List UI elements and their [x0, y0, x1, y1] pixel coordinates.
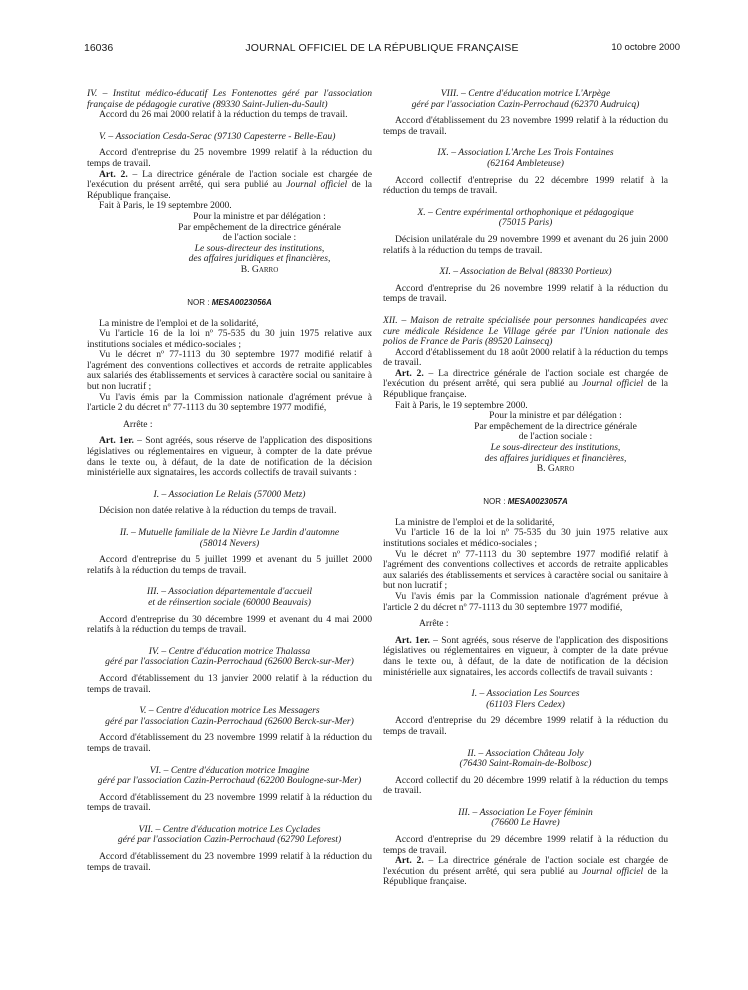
issue-date: 10 octobre 2000 [611, 42, 680, 53]
section-title: (76430 Saint-Romain-de-Bolbosc) [459, 758, 592, 770]
signing-place-date: Fait à Paris, le 19 septembre 2000. [99, 200, 232, 212]
article-label: Art. 1er. [395, 634, 430, 646]
preamble-line: Vu le décret nº 77-1113 du 30 septembre 1977 modifié relatif à l'agrément des conventions collectives et accords de retraite applicables aux salariés des établissements et services à caractère social ou sanitaire à but non lucratif ; [87, 349, 372, 393]
preamble-line: Vu l'avis émis par la Commission nationale d'agrément prévue à l'article 2 du décret nº 77-1113 du 30 septembre 1977 modifié, [383, 590, 668, 613]
article-2: Art. 2. – La directrice générale de l'action sociale est chargée de l'exécution du présent arrêté, qui sera publié au Journal officiel de la République française. [383, 855, 668, 888]
section-title: et de réinsertion sociale (60000 Beauvais) [148, 596, 311, 608]
section-title: (61103 Flers Cedex) [486, 698, 565, 710]
article-2: Art. 2. – La directrice générale de l'action sociale est chargée de l'exécution du présent arrêté, qui sera publié au Journal officiel de la République française. [383, 367, 668, 401]
section-text: Accord collectif du 20 décembre 1999 relatif à la réduction du temps de travail. [383, 774, 668, 797]
section-title: IV. – Centre d'éducation motrice Thalassa [148, 645, 311, 657]
section-title: (58014 Nevers) [199, 537, 260, 549]
article-1: Art. 1er. – Sont agréés, sous réserve de l'application des dispositions législatives ou réglementaires en vigueur, à compter de la date prévue dans le texte ou, à défaut, de la date de notification de la décision ministérielle aux signataires, les accords collectifs de travail suivants : [383, 634, 668, 678]
section-title: V. – Centre d'éducation motrice Les Messagers [139, 705, 320, 717]
section-text: Accord collectif d'entreprise du 22 décembre 1999 relatif à la réduction du temps de travail. [383, 174, 668, 197]
section-title: IX. – Association L'Arche Les Trois Fontaines [437, 147, 614, 159]
article-label: Art. 1er. [99, 435, 134, 447]
section-title: VIII. – Centre d'éducation motrice L'Arpège [440, 88, 611, 99]
section-text: Accord d'entreprise du 29 décembre 1999 relatif à la réduction du temps de travail. [383, 715, 668, 737]
signing-place-date: Fait à Paris, le 19 septembre 2000. [395, 399, 528, 411]
article-1: Art. 1er. – Sont agréés, sous réserve de l'application des dispositions législatives ou réglementaires en vigueur, à compter de la date prévue dans le texte ou, à défaut, de la date de notification de la décision ministérielle aux signataires, les accords collectifs de travail suivants : [87, 435, 372, 479]
arrete-heading: Arrête : [419, 618, 449, 630]
nor-reference: NOR : MESA0023056A [187, 297, 272, 307]
section-title: XI. – Association de Belval (88330 Portieux) [439, 266, 612, 278]
arrete-heading: Arrête : [123, 418, 153, 430]
section-text: Accord d'établissement du 23 novembre 1999 relatif à la réduction du temps de travail. [87, 791, 372, 814]
section-title: (62164 Ambleteuse) [487, 157, 564, 169]
right-column [383, 89, 668, 888]
article-label: Art. 2. [395, 855, 424, 867]
section-text: Accord d'établissement du 23 novembre 1999 relatif à la réduction du temps de travail. [87, 851, 372, 873]
section-text: Accord d'entreprise du 29 décembre 1999 relatif à la réduction du temps de travail. [383, 834, 668, 856]
section-title: V. – Association Cesda-Serac (97130 Capesterre - Belle-Eau) [99, 130, 336, 142]
section-text: Accord d'établissement du 13 janvier 2000 relatif à la réduction du temps de travail. [87, 672, 372, 695]
section-text: Accord du 26 mai 2000 relatif à la réduction du temps de travail. [99, 109, 348, 121]
section-title: III. – Association départementale d'accueil [146, 586, 313, 598]
signatory-name: B. Garro [536, 463, 575, 475]
section-title: (76600 Le Havre) [491, 817, 560, 829]
section-title: I. – Association Les Sources [471, 688, 580, 700]
section-title: II. – Association Château Joly [467, 747, 584, 759]
preamble-line: Vu l'avis émis par la Commission nationale d'agrément prévue à l'article 2 du décret nº 77-1113 du 30 septembre 1977 modifié, [87, 391, 372, 414]
article-2: Art. 2. – La directrice générale de l'action sociale est chargée de l'exécution du présent arrêté, qui sera publié au Journal officiel de la République française. [87, 168, 372, 201]
preamble-line: Vu le décret nº 77-1113 du 30 septembre 1977 modifié relatif à l'agrément des conventions collectives et accords de retraite applicables aux salariés des établissements et services à caractère social ou sanitaire à but non lucratif ; [383, 548, 668, 592]
section-title: IV. – Institut médico-éducatif Les Fontenottes géré par l'association française de pédagogie curative (89330 Saint-Julien-du-Sault) [87, 88, 372, 110]
preamble-line: La ministre de l'emploi et de la solidarité, [395, 516, 555, 528]
section-title: X. – Centre expérimental orthophonique et pédagogique [417, 206, 634, 218]
section-title: II. – Mutuelle familiale de la Nièvre Le Jardin d'automne [119, 527, 340, 538]
signature-block: Pour la ministre et par délégation : Par empêchement de la directrice générale de l'action sociale : Le sous-directeur des institutions, des affaires juridiques et financières, B. Garro [383, 411, 668, 475]
section-text: Décision non datée relative à la réduction du temps de travail. [99, 505, 337, 517]
article-label: Art. 2. [395, 367, 424, 379]
section-title: VII. – Centre d'éducation motrice Les Cyclades [138, 823, 321, 835]
section-title: géré par l'association Cazin-Perrochaud (62600 Berck-sur-Mer) [105, 656, 354, 668]
section-text: Accord d'établissement du 18 août 2000 relatif à la réduction du temps de travail. [383, 346, 668, 369]
signature-block: Pour la ministre et par délégation : Par empêchement de la directrice générale de l'action sociale : Le sous-directeur des institutions, des affaires juridiques et financières, B. Garro [87, 212, 372, 276]
section-text: Accord d'entreprise du 30 décembre 1999 et avenant du 4 mai 2000 relatifs à la réduction du temps de travail. [87, 613, 372, 636]
section-title: III. – Association Le Foyer féminin [458, 806, 593, 818]
page-number: 16036 [84, 42, 114, 54]
section-title: géré par l'association Cazin-Perrochaud (62370 Audruicq) [411, 98, 640, 110]
journal-title: JOURNAL OFFICIEL DE LA RÉPUBLIQUE FRANÇAISE [245, 42, 519, 54]
signatory-name: B. Garro [240, 263, 279, 275]
section-title: (75015 Paris) [498, 217, 553, 229]
section-title: XII. – Maison de retraite spécialisée pour personnes handicapées avec cure médicale Résidence Le Village gérée par l'Union nationale des polios de France de Paris (89520 Lainsecq) [383, 314, 668, 348]
section-title: géré par l'association Cazin-Perrochaud (62790 Leforest) [117, 834, 342, 846]
section-title: géré par l'association Cazin-Perrochaud (62600 Berck-sur-Mer) [105, 715, 354, 727]
nor-reference: NOR : MESA0023057A [483, 496, 568, 506]
section-text: Accord d'établissement du 23 novembre 1999 relatif à la réduction du temps de travail. [87, 732, 372, 754]
section-text: Accord d'entreprise du 26 novembre 1999 relatif à la réduction du temps de travail. [383, 282, 668, 305]
section-text: Accord d'entreprise du 25 novembre 1999 relatif à la réduction du temps de travail. [87, 147, 372, 169]
preamble-line: Vu l'article 16 de la loi nº 75-535 du 30 juin 1975 relative aux institutions sociales et médico-sociales ; [87, 328, 372, 350]
preamble-line: Vu l'article 16 de la loi nº 75-535 du 30 juin 1975 relative aux institutions sociales et médico-sociales ; [383, 527, 668, 549]
section-text: Décision unilatérale du 29 novembre 1999 et avenant du 26 juin 2000 relatifs à la réduction du temps de travail. [383, 233, 668, 256]
page-header [84, 43, 680, 57]
section-title: I. – Association Le Relais (57000 Metz) [153, 488, 306, 500]
section-title: VI. – Centre d'éducation motrice Imagine [149, 764, 310, 776]
preamble-line: La ministre de l'emploi et de la solidarité, [99, 317, 259, 329]
section-title: géré par l'association Cazin-Perrochaud (62200 Boulogne-sur-Mer) [97, 775, 362, 787]
section-text: Accord d'établissement du 23 novembre 1999 relatif à la réduction du temps de travail. [383, 115, 668, 137]
article-label: Art. 2. [99, 168, 128, 180]
left-column [87, 89, 372, 873]
section-text: Accord d'entreprise du 5 juillet 1999 et avenant du 5 juillet 2000 relatifs à la réduction du temps de travail. [87, 554, 372, 576]
